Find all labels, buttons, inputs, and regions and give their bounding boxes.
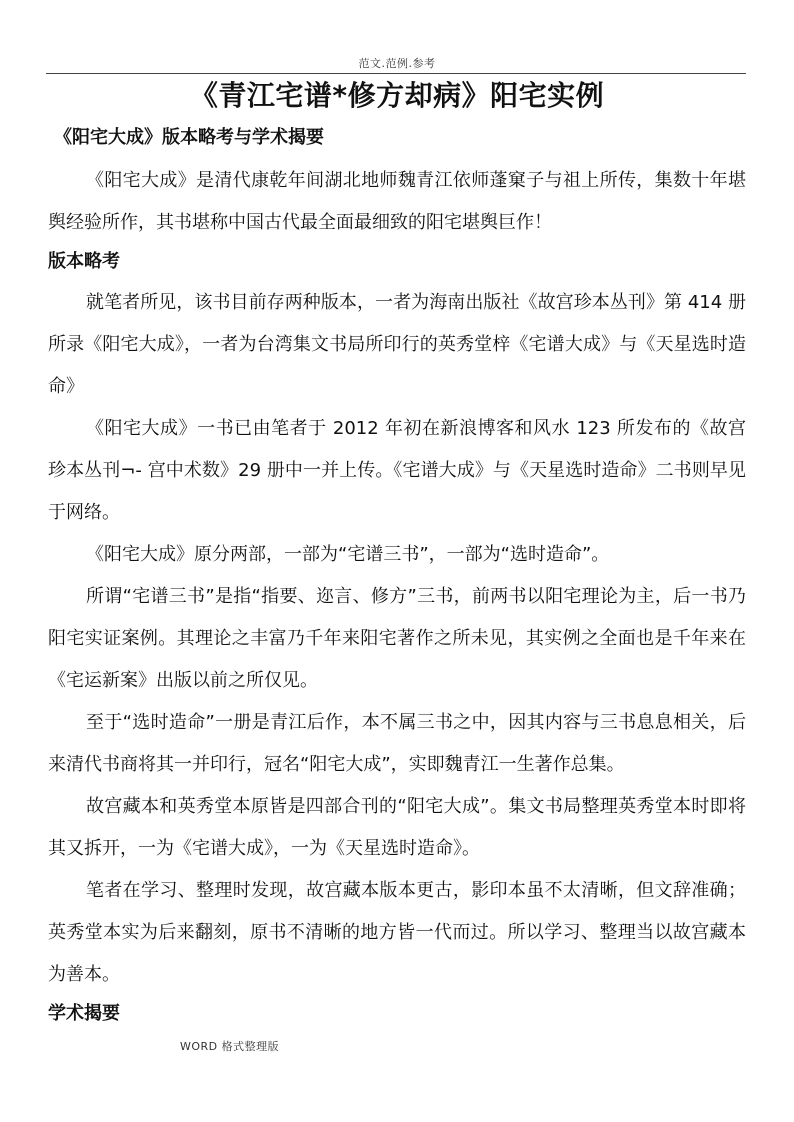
paragraph: 至于“选时造命”一册是青江后作，本不属三书之中，因其内容与三书息息相关，后来清代书商将其一并印行，冠名“阳宅大成”，实即魏青江一生著作总集。 bbox=[48, 712, 746, 775]
section-heading-version-notes: 版本略考 bbox=[48, 251, 120, 272]
document-title: 《青江宅谱*修方却病》阳宅实例 bbox=[189, 79, 605, 112]
page-header: 范文.范例.参考 bbox=[358, 57, 436, 70]
page-footer: WORD 格式整理版 bbox=[180, 1040, 280, 1053]
section-heading-version-overview: 《阳宅大成》版本略考与学术揭要 bbox=[54, 127, 324, 148]
paragraph: 《阳宅大成》一书已由笔者于 2012 年初在新浪博客和风水 123 所发布的《故宫珍本丛刊¬- 宫中术数》29 册中一并上传。《宅谱大成》与《天星选时造命》二书则早见于网络。 bbox=[48, 418, 746, 523]
paragraph: 笔者在学习、整理时发现，故宫藏本版本更古，影印本虽不太清晰，但文辞准确；英秀堂本实为后来翻刻，原书不清晰的地方皆一代而过。所以学习、整理当以故宫藏本为善本。 bbox=[48, 880, 746, 985]
header-divider bbox=[46, 73, 746, 74]
paragraph: 所谓“宅谱三书”是指“指要、迩言、修方”三书，前两书以阳宅理论为主，后一书乃阳宅实证案例。其理论之丰富乃千年来阳宅著作之所未见，其实例之全面也是千年来在《宅运新案》出版以前之所仅见。 bbox=[48, 586, 746, 691]
paragraph: 《阳宅大成》原分两部，一部为“宅谱三书”，一部为“选时造命”。 bbox=[86, 544, 610, 565]
document-body bbox=[48, 122, 746, 1034]
paragraph: 就笔者所见，该书目前存两种版本，一者为海南出版社《故宫珍本丛刊》第 414 册所录《阳宅大成》，一者为台湾集文书局所印行的英秀堂梓《宅谱大成》与《天星选时造命》 bbox=[48, 292, 746, 397]
paragraph: 《阳宅大成》是清代康乾年间湖北地师魏青江依师蓬窠子与祖上所传，集数十年堪舆经验所作，其书堪称中国古代最全面最细致的阳宅堪舆巨作！ bbox=[48, 170, 746, 233]
paragraph: 故宫藏本和英秀堂本原皆是四部合刊的“阳宅大成”。集文书局整理英秀堂本时即将其又拆开，一为《宅谱大成》，一为《天星选时造命》。 bbox=[48, 796, 746, 859]
section-heading-academic-summary: 学术揭要 bbox=[48, 1003, 120, 1024]
